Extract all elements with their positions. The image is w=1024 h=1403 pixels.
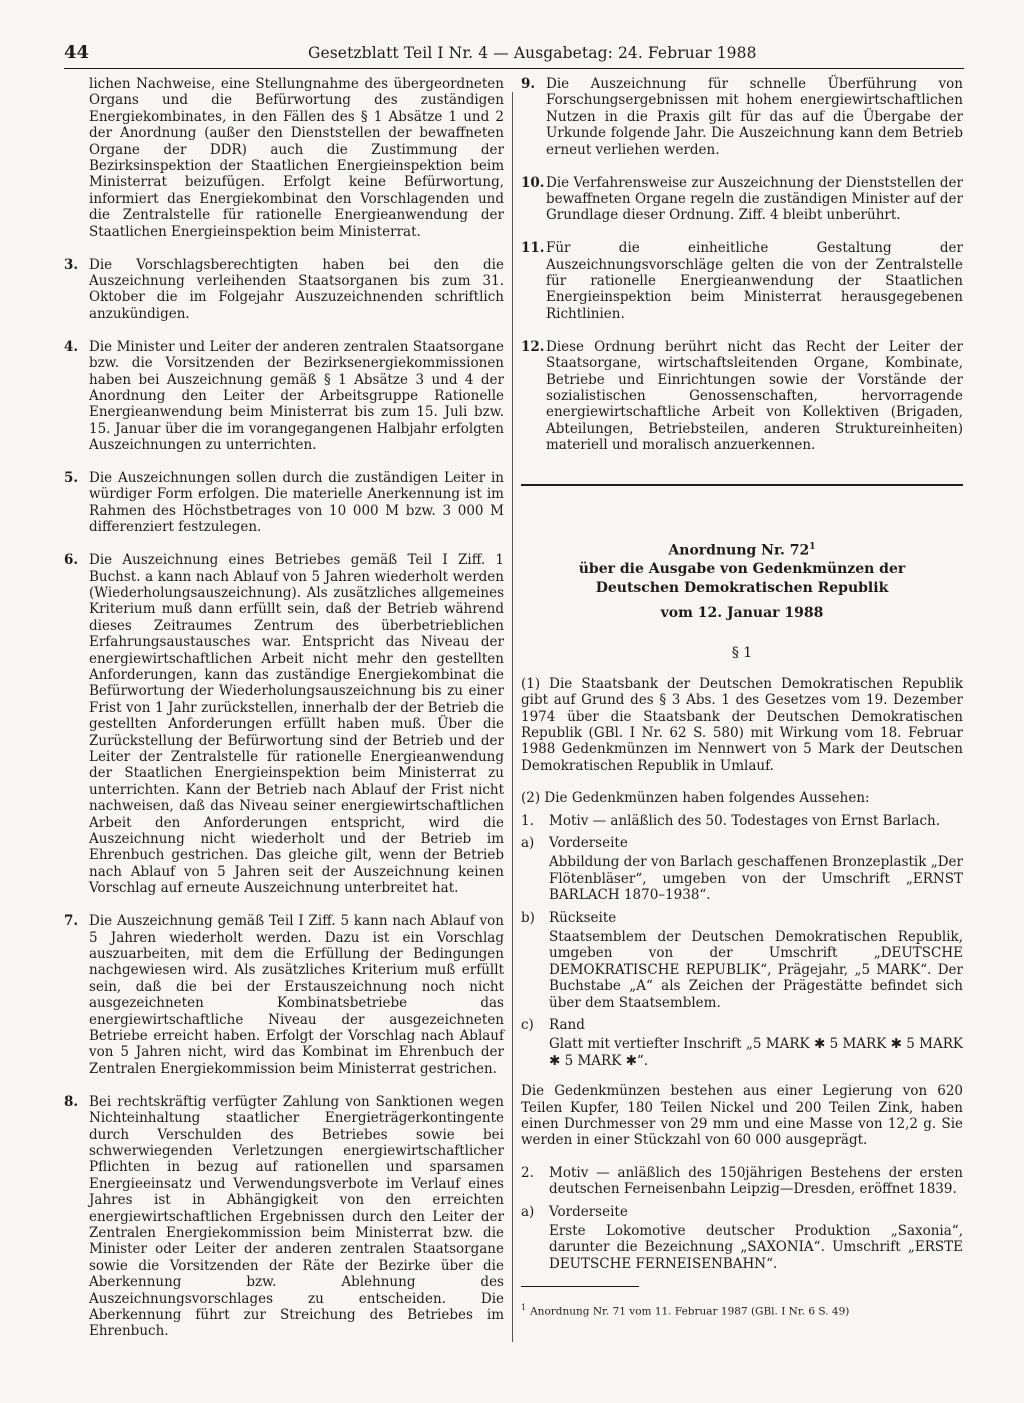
- footnote-rule: [521, 1286, 639, 1287]
- item-number: 6.: [64, 552, 79, 569]
- motif-text: Motiv — anläßlich des 50. Todestages von Ernst Barlach.: [549, 812, 941, 829]
- footnote-number: 1: [521, 1303, 527, 1313]
- motif-2a-label: [521, 1204, 963, 1220]
- sub-letter: a): [521, 1203, 535, 1220]
- ordinance-title: [521, 538, 963, 624]
- list-item: [64, 913, 504, 1077]
- motif-1c-text: Glatt mit vertiefter Inschrift „5 MARK ✱ 5 MARK ✱ 5 MARK ✱ 5 MARK ✱“.: [549, 1036, 963, 1069]
- item-text: Die Auszeichnung gemäß Teil I Ziff. 5 kann nach Ablauf von 5 Jahren wiederholt werden. Dazu ist ein Vorschlag auszuarbeiten, mit dem die Erfüllung der Bedingungen nachgewiesen wird. Als zusätzliches Kriterium muß erfüllt sein, daß die bei der Erstauszeichnung noch nicht ausgezeichneten Kombinatsbetriebe das energiewirtschaftliche Niveau der ausgezeichneten Betriebe erreicht haben. Erfolgt der Vorschlag nach Ablauf von 5 Jahren nicht, wird das Kombinat im Ehrenbuch der Zentralen Energiekommission beim Ministerrat gestrichen.: [89, 913, 504, 1077]
- list-item: [521, 175, 963, 224]
- list-item: [64, 552, 504, 897]
- motif-1a-label: [521, 835, 963, 851]
- item-number-spacer: [64, 76, 89, 240]
- paragraph-3: Die Gedenkmünzen bestehen aus einer Legierung von 620 Teilen Kupfer, 180 Teilen Nickel und 200 Teilen Zink, haben einen Durchmesser von 29 mm und eine Masse von 12,2 g. Sie werden in einer Stückzahl von 60 000 ausgeprägt.: [521, 1083, 963, 1149]
- item-text: Die Vorschlagsberechtigten haben bei den die Auszeichnung verleihenden Staatsorganen bis zum 31. Oktober die im Folgejahr Auszuzeichnenden schriftlich anzukündigen.: [89, 256, 504, 322]
- sub-label: Rückseite: [549, 909, 617, 926]
- motif-1: [521, 813, 963, 829]
- footnote-marker: 1: [809, 541, 816, 552]
- column-divider: [512, 92, 513, 1342]
- ordinance-title-line1: Anordnung Nr. 72: [668, 542, 810, 559]
- sub-label: Vorderseite: [549, 1203, 628, 1220]
- continued-paragraph: [64, 76, 504, 240]
- motif-1b-label: [521, 910, 963, 926]
- page-header: [64, 42, 964, 69]
- item-number: 7.: [64, 913, 79, 930]
- item-text: Diese Ordnung berührt nicht das Recht der Leiter der Staatsorgane, wirtschaftsleitenden Organe, Kombinate, Betriebe und Einrichtungen sowie der Vorstände der sozialistischen Genossenschaften, hervorragende energiewirtschaftliche Arbeit von Kollektiven (Brigaden, Abteilungen, Betriebsteilen, anderen Struktureinheiten) materiell und moralisch anzuerkennen.: [546, 338, 963, 454]
- item-text: Für die einheitliche Gestaltung der Auszeichnungsvorschläge gelten die von der Zentralstelle für rationelle Energieanwendung der Staatlichen Energieinspektion beim Ministerrat herausgegebenen Richtlinien.: [546, 240, 963, 322]
- ordinance-date: vom 12. Januar 1988: [660, 605, 824, 622]
- item-text: Die Auszeichnung für schnelle Überführung von Forschungsergebnissen mit hohem energiewirtschaftlichen Nutzen in die Praxis gilt für das auf die Übergabe der Urkunde folgende Jahr. Die Auszeichnung kann dem Betrieb erneut verliehen werden.: [546, 76, 963, 158]
- list-item: [64, 470, 504, 536]
- item-number: 3.: [64, 256, 79, 273]
- item-text: Bei rechtskräftig verfügter Zahlung von Sanktionen wegen Nichteinhaltung staatlicher Energieträgerkontingente durch Verschulden des Betriebes sowie bei schwerwiegenden Verletzungen energiewirtschaftlicher Pflichten in bezug auf rationellen und sparsamen Energieeinsatz und Verwendungsverbote im Verlauf eines Jahres ist in Abhängigkeit von den erreichten energiewirtschaftlichen Ergebnissen durch den Leiter der Zentralen Energiekommission beim Ministerrat bzw. die Minister oder Leiter der anderen zentralen Staatsorgane sowie die Vorsitzenden der Räte der Bezirke über die Aberkennung bzw. Ablehnung des Auszeichnungsvorschlages zu entscheiden. Die Aberkennung führt zur Streichung des Betriebes im Ehrenbuch.: [89, 1093, 504, 1340]
- paragraph-2: (2) Die Gedenkmünzen haben folgendes Aussehen:: [521, 790, 870, 807]
- page-number: 44: [64, 42, 90, 63]
- sub-letter: b): [521, 909, 535, 926]
- sub-label: Rand: [549, 1017, 585, 1033]
- sub-label: Vorderseite: [549, 834, 628, 851]
- footnote: [521, 1301, 963, 1319]
- list-item: [64, 339, 504, 454]
- motif-2a-text: Erste Lokomotive deutscher Produktion „Saxonia“, darunter die Bezeichnung „SAXONIA“. Umschrift „ERSTE DEUTSCHE FERNEISENBAHN“.: [549, 1223, 963, 1272]
- item-number: 11.: [521, 240, 545, 257]
- sub-letter: a): [521, 834, 535, 851]
- item-number: 5.: [64, 470, 79, 487]
- item-number: 8.: [64, 1093, 79, 1110]
- item-number: 4.: [64, 338, 79, 355]
- item-text: Die Minister und Leiter der anderen zentralen Staatsorgane bzw. die Vorsitzenden der Bezirksenergiekommissionen haben bei Auszeichnung gemäß § 1 Absätze 3 und 4 der Anordnung den Leiter der Arbeitsgruppe Rationelle Energieanwendung beim Ministerrat bis zum 15. Juli bzw. 15. Januar über die im vorangegangenen Halbjahr erfolgten Auszeichnungen zu unterrichten.: [89, 338, 504, 454]
- motif-1a-text: Abbildung der von Barlach geschaffenen Bronzeplastik „Der Flötenbläser“, umgeben von der Umschrift „ERNST BARLACH 1870–1938“.: [549, 854, 963, 904]
- list-item: [64, 1094, 504, 1340]
- section-rule: [521, 484, 963, 486]
- motif-number: 2.: [521, 1164, 534, 1181]
- section-heading: § 1: [731, 645, 753, 662]
- footnote-text: Anordnung Nr. 71 vom 11. Februar 1987 (GBl. I Nr. 6 S. 49): [530, 1305, 850, 1318]
- motif-1c-label: [521, 1017, 963, 1033]
- item-text: Die Verfahrensweise zur Auszeichnung der Dienststellen der bewaffneten Organe regeln die zuständigen Minister auf der Grundlage dieser Ordnung. Ziff. 4 bleibt unberührt.: [546, 174, 963, 224]
- list-item: [64, 257, 504, 323]
- ordinance-title-line3: Deutschen Demokratischen Republik: [595, 580, 889, 597]
- item-text: Die Auszeichnungen sollen durch die zuständigen Leiter in würdiger Form erfolgen. Die materielle Anerkennung ist im Rahmen des Höchstbetrages von 10 000 M bzw. 3 000 M differenziert festzulegen.: [89, 470, 504, 536]
- left-column: [64, 76, 504, 1356]
- item-number: 12.: [521, 338, 545, 355]
- running-title: Gesetzblatt Teil I Nr. 4 — Ausgabetag: 24. Februar 1988: [308, 44, 757, 62]
- continued-text: lichen Nachweise, eine Stellungnahme des übergeordneten Organs und die Befürwortung des zuständigen Energiekombinates, in den Fällen des § 1 Absätze 1 und 2 der Anordnung (außer den Dienststellen der bewaffneten Organe der DDR) auch die Zustimmung der Bezirksinspektion der Staatlichen Energieinspektion beim Ministerrat beizufügen. Erfolgt keine Befürwortung, informiert das Energiekombinat den Vorschlagenden und die Zentralstelle für rationelle Energieanwendung der Staatlichen Energieinspektion beim Ministerrat.: [89, 76, 504, 240]
- item-number: 10.: [521, 174, 545, 191]
- sub-letter: c): [521, 1017, 534, 1033]
- list-item: [521, 240, 963, 322]
- motif-2: [521, 1165, 963, 1198]
- ordinance-title-line2: über die Ausgabe von Gedenkmünzen der: [578, 561, 906, 578]
- motif-1b-text: Staatsemblem der Deutschen Demokratischen Republik, umgeben von der Umschrift „DEUTSCHE DEMOKRATISCHE REPUBLIK“, Prägejahr, „5 MARK“. Der Buchstabe „A“ als Zeichen der Prägestätte befindet sich über dem Staatsemblem.: [549, 928, 963, 1011]
- right-column: [521, 76, 963, 1319]
- list-item: [521, 76, 963, 158]
- motif-text: Motiv — anläßlich des 150jährigen Bestehens der ersten deutschen Ferneisenbahn Leipzig—Dresden, eröffnet 1839.: [549, 1164, 963, 1198]
- motif-number: 1.: [521, 812, 534, 829]
- paragraph-1: (1) Die Staatsbank der Deutschen Demokratischen Republik gibt auf Grund des § 3 Abs. 1 des Gesetzes vom 19. Dezember 1974 über die Staatsbank der Deutschen Demokratischen Republik (GBl. I Nr. 62 S. 580) mit Wirkung vom 18. Februar 1988 Gedenkmünzen im Nennwert von 5 Mark der Deutschen Demokratischen Republik in Umlauf.: [521, 675, 963, 774]
- list-item: [521, 339, 963, 454]
- item-text: Die Auszeichnung eines Betriebes gemäß Teil I Ziff. 1 Buchst. a kann nach Ablauf von 5 Jahren wiederholt werden (Wiederholungsauszeichnung). Als zusätzliches allgemeines Kriterium muß dann erfüllt sein, daß der Betrieb während dieses Zeitraumes Zentrum des überbetrieblichen Erfahrungsaustausches war. Entspricht das Niveau der energiewirtschaftlichen Arbeit nicht mehr den gestellten Anforderungen, kann das zuständige Energiekombinat die Befürwortung der Wiederholungsauszeichnung bis zu einer Frist von 1 Jahr zurückstellen, innerhalb der der Betrieb die gestellten Anforderungen erfüllt haben muß. Über die Zurückstellung der Befürwortung sind der Betrieb und der Leiter der Zentralstelle für rationelle Energieanwendung der Staatlichen Energieinspektion beim Ministerrat zu unterrichten. Kann der Betrieb nach Ablauf der Frist nicht nachweisen, daß das Niveau seiner energiewirtschaftlichen Arbeit den Anforderungen entspricht, wird die Auszeichnung nicht wiederholt und der Betrieb im Ehrenbuch gestrichen. Das gleiche gilt, wenn der Betrieb nach Ablauf von 5 Jahren seit der Auszeichnung keinen Vorschlag auf erneute Auszeichnung unterbreitet hat.: [89, 552, 504, 897]
- item-number: 9.: [521, 76, 536, 92]
